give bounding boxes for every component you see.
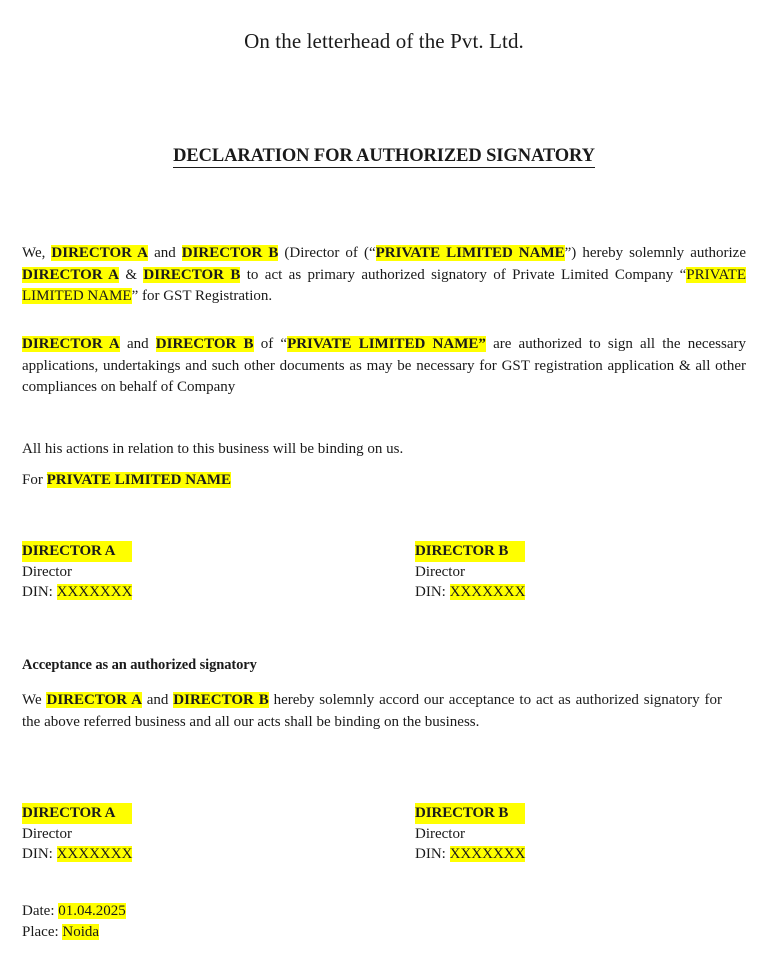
place-label: Place: (22, 923, 63, 940)
footer-place-line (22, 922, 126, 943)
signatory-role: Director (22, 563, 72, 580)
text-run: For (22, 472, 47, 488)
text-run: (Director of (“ (278, 245, 376, 261)
signature-block-2-right (415, 803, 525, 865)
binding-statement (22, 439, 622, 461)
director-a-mention: DIRECTOR A (46, 692, 142, 708)
date-value: 01.04.2025 (58, 903, 126, 919)
signatory-role: Director (22, 825, 72, 842)
signature-block-1-right (415, 541, 525, 603)
text-run: We, (22, 245, 52, 261)
signatory-name: DIRECTOR A (22, 541, 132, 562)
signatory-name: DIRECTOR B (415, 541, 525, 562)
text-run: are authorized to sign all the necessary applications, undertakings and such other documents as may be necessary for GST registration application & all other compliances on behalf of Company (22, 336, 747, 395)
text-run: ”) hereby solemnly authorize (564, 245, 746, 261)
din-label: DIN: (415, 846, 450, 862)
date-label: Date: (22, 903, 59, 919)
signatory-din (415, 844, 525, 865)
director-a-mention: DIRECTOR A (22, 336, 120, 352)
for-company-line (22, 470, 622, 492)
text-run: We (22, 692, 47, 708)
text-run: & (118, 266, 144, 283)
company-name-mention: PRIVATE LIMITED NAME (22, 266, 747, 304)
signatory-din (22, 582, 132, 603)
acceptance-heading (22, 657, 257, 674)
acceptance-heading-text: Acceptance as an authorized signatory (22, 657, 257, 673)
letterhead-note-text: On the letterhead of the Pvt. Ltd. (244, 29, 524, 53)
din-label: DIN: (415, 584, 450, 600)
director-b-mention: DIRECTOR B (155, 336, 254, 352)
din-label: DIN: (22, 584, 57, 600)
text-run: and (141, 692, 174, 708)
paragraph-authorization (22, 243, 746, 308)
director-b-mention: DIRECTOR B (143, 266, 241, 283)
text-run: of “ (253, 336, 288, 352)
company-name-mention: PRIVATE LIMITED NAME (46, 472, 232, 488)
footer-date-line (22, 901, 126, 922)
din-label: DIN: (22, 846, 57, 862)
place-value: Noida (62, 923, 100, 940)
paragraph-acceptance (22, 690, 722, 733)
signature-block-1-left (22, 541, 132, 603)
text-run: ” for GST Registration. (131, 288, 273, 304)
director-b-mention: DIRECTOR B (173, 692, 269, 708)
din-value: XXXXXXX (56, 846, 133, 862)
director-b-mention: DIRECTOR B (181, 245, 279, 261)
signatory-role: Director (415, 825, 465, 842)
company-name-mention: PRIVATE LIMITED NAME” (287, 336, 486, 352)
text-run: and (148, 245, 182, 261)
page-title-text: DECLARATION FOR AUTHORIZED SIGNATORY (173, 146, 595, 166)
page-title (0, 146, 768, 167)
signatory-role: Director (415, 563, 465, 580)
din-value: XXXXXXX (449, 846, 526, 862)
signatory-name: DIRECTOR A (22, 803, 132, 824)
director-a-mention: DIRECTOR A (51, 245, 149, 261)
din-value: XXXXXXX (449, 584, 526, 600)
signatory-din (415, 582, 525, 603)
paragraph-sign-authority (22, 334, 746, 399)
text-run: hereby solemnly accord our acceptance to act as authorized signatory for the above referred business and all our acts shall be binding on the business. (22, 692, 722, 730)
letterhead-note (0, 28, 768, 55)
text-run: to act as primary authorized signatory of Private Limited Company “ (240, 266, 687, 283)
director-a-mention: DIRECTOR A (22, 266, 119, 283)
din-value: XXXXXXX (56, 584, 133, 600)
binding-statement-text: All his actions in relation to this business will be binding on us. (22, 441, 404, 457)
signatory-name: DIRECTOR B (415, 803, 525, 824)
signatory-din (22, 844, 132, 865)
document-footer (22, 901, 126, 942)
signature-block-2-left (22, 803, 132, 865)
text-run: and (119, 336, 156, 352)
company-name-mention: PRIVATE LIMITED NAME (375, 245, 565, 261)
